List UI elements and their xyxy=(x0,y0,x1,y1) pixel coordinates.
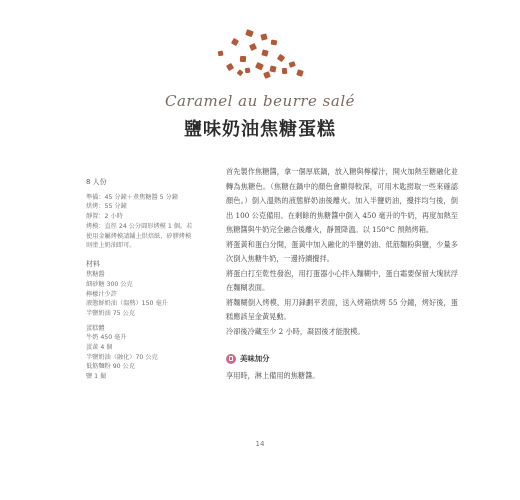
tip-heading xyxy=(226,352,458,367)
caramel-heading: 焦糖醬 xyxy=(86,271,105,279)
servings: 8 人份 xyxy=(86,178,107,186)
tip-badge-icon xyxy=(226,354,236,364)
instruction-step: 冷卻後冷藏至少 2 小時，凝固後才能脫模。 xyxy=(226,326,365,336)
cake-heading: 蛋糕體 xyxy=(86,324,105,332)
tip-title: 美味加分 xyxy=(240,354,270,363)
instruction-step: 首先製作焦糖醬，拿一個厚底鍋，放入糖與檸檬汁，開火加熱至糖融化並轉為焦糖色。（焦糖在鍋中的顏色會顯得較深，可用木匙撈取一些來確認顏色。）倒入溫熱的液態鮮奶油後離火。加入半鹽奶油，攪拌均勻後，倒出 100 公克備用。在剩餘的焦糖醬中倒入 450 毫升的牛奶，再度加熱至焦糖醬與牛奶完全融合後離火，靜置降溫。以 150°C 預熱烤箱。 xyxy=(226,167,458,234)
recipe-sidebar xyxy=(86,178,214,382)
equipment-line: 則塗上奶油即可。 xyxy=(86,242,136,250)
equipment-line: 烤模：直徑 24 公分圓形烤模 1 個。若 xyxy=(86,222,193,230)
instruction-step: 將蛋白打至乾性發泡，用打蛋器小心拌入麵糊中，蛋白霜要保留大塊狀浮在麵糊表面。 xyxy=(226,268,458,292)
ingredient-item: 檸檬汁少許 xyxy=(86,290,117,298)
rest-time: 靜置：2 小時 xyxy=(86,213,123,221)
recipe-title: 鹽味奶油焦糖蛋糕 xyxy=(184,119,336,140)
ingredient-item: 液態鮮奶油（溫熱）150 毫升 xyxy=(86,300,168,308)
bake-time: 烘烤：55 分鐘 xyxy=(86,203,127,211)
ingredient-item: 鹽 1 撮 xyxy=(86,373,107,381)
ingredient-item: 蛋黃 4 個 xyxy=(86,344,113,352)
ingredient-item: 細砂糖 300 公克 xyxy=(86,280,133,288)
prep-time: 準備：45 分鐘＋煮焦糖醬 5 分鐘 xyxy=(86,193,178,201)
ingredient-item: 低筋麵粉 90 公克 xyxy=(86,363,135,371)
recipe-instructions xyxy=(226,165,458,383)
page-number: 14 xyxy=(255,440,265,448)
instruction-step: 將麵糊倒入烤模，用刀鋒劃平表面，送入烤箱烘烤 55 分鐘，烤好後，蛋糕應該呈金黃晃動。 xyxy=(226,297,458,321)
ingredients-heading: 材料 xyxy=(86,260,100,269)
tip-text: 享用時，淋上備用的焦糖醬。 xyxy=(226,370,320,380)
ingredient-item: 半鹽奶油（融化）70 公克 xyxy=(86,353,158,361)
caramel-cubes-decoration xyxy=(0,0,520,100)
recipe-subtitle-french: Caramel au beurre salé xyxy=(164,92,355,110)
equipment-line: 使用金屬烤模請鋪上烘焙紙，矽膠烤模 xyxy=(86,232,192,240)
ingredient-item: 牛奶 450 毫升 xyxy=(86,334,127,342)
ingredient-item: 半鹽奶油 75 公克 xyxy=(86,309,135,317)
instruction-step: 將蛋黃和蛋白分開，蛋黃中加入融化的半鹽奶油、低筋麵粉與鹽，少量多次倒入焦糖牛奶，一邊持續攪拌。 xyxy=(226,239,458,263)
